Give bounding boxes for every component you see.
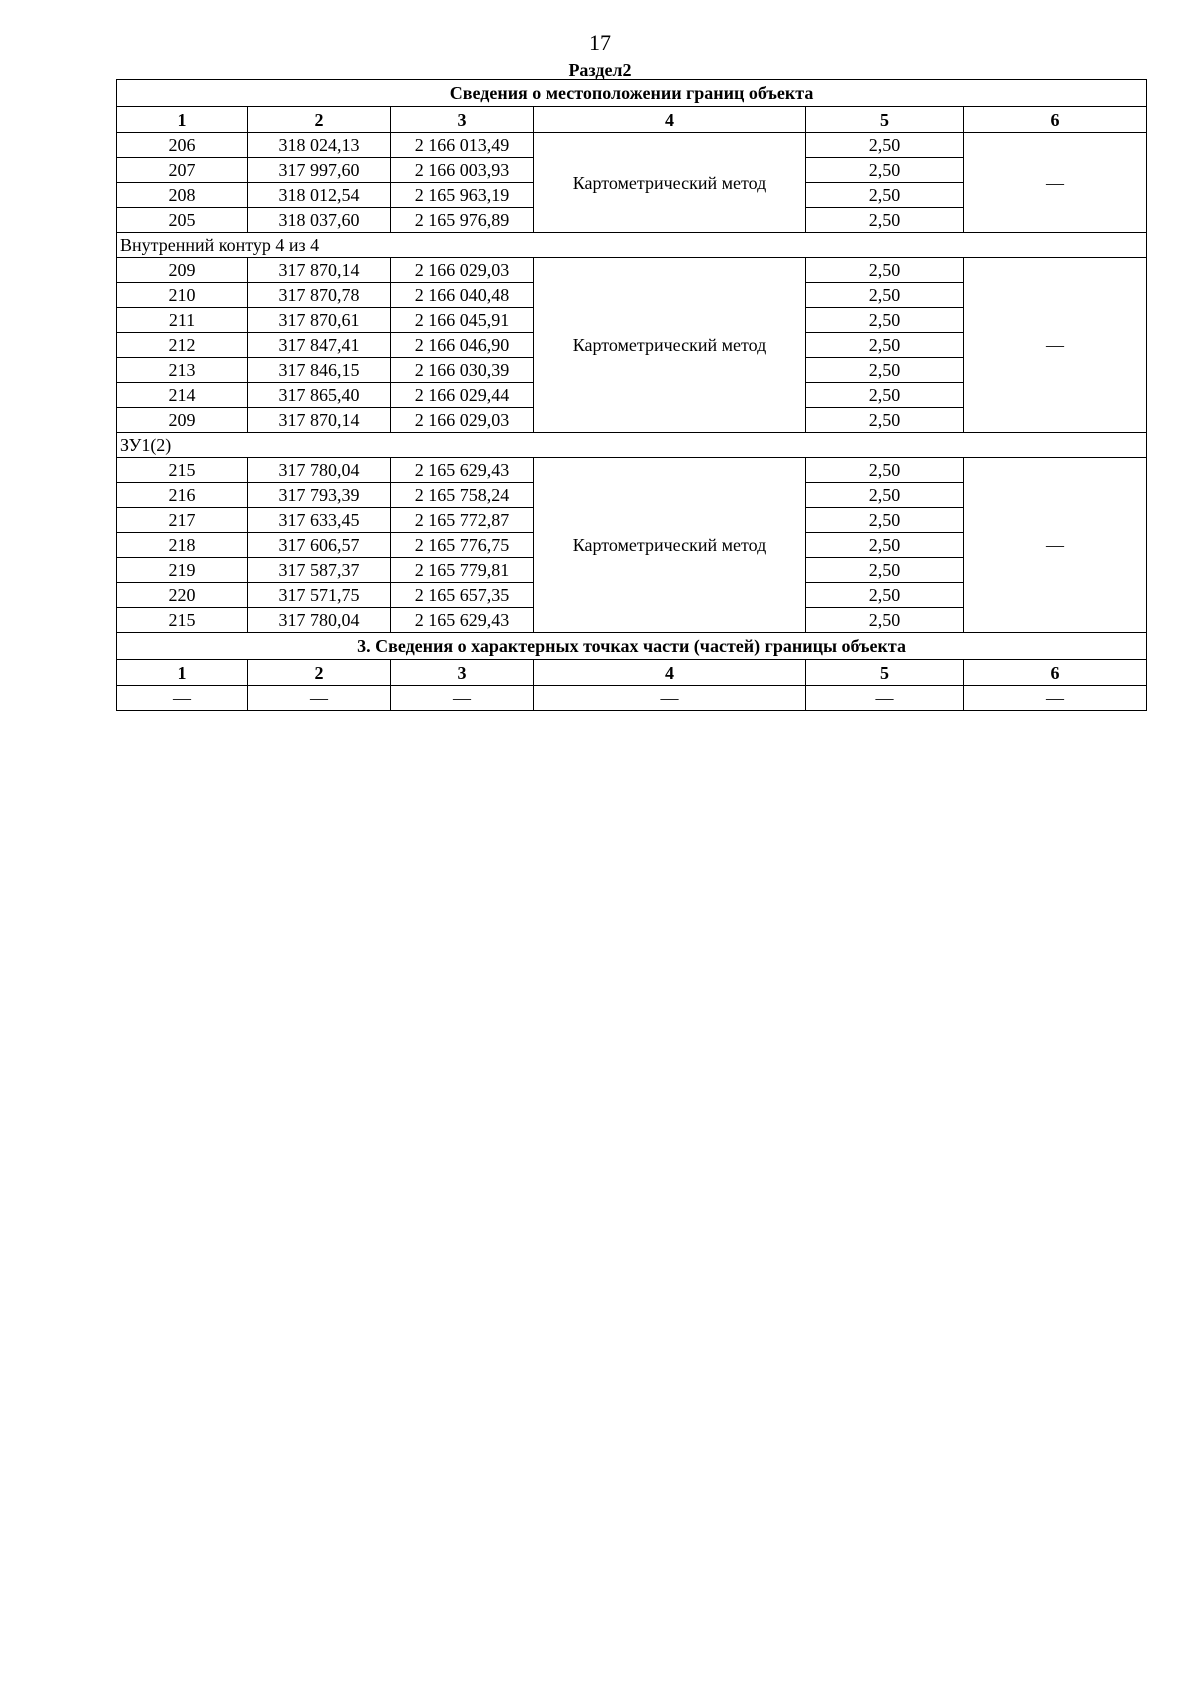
section3-title-row bbox=[117, 633, 1147, 660]
column-number-row bbox=[117, 107, 1147, 133]
point-number: 217 bbox=[117, 508, 248, 533]
column-number: 5 bbox=[806, 107, 964, 133]
point-row bbox=[117, 458, 1147, 483]
table-title: Сведения о местоположении границ объекта bbox=[117, 80, 1147, 107]
accuracy-value: 2,50 bbox=[806, 208, 964, 233]
section3-cell: — bbox=[964, 686, 1147, 711]
point-number: 215 bbox=[117, 608, 248, 633]
section3-title: 3. Сведения о характерных точках части (частей) границы объекта bbox=[117, 633, 1147, 660]
accuracy-value: 2,50 bbox=[806, 333, 964, 358]
section-label: Раздел2 bbox=[568, 60, 632, 80]
coord-x: 317 606,57 bbox=[248, 533, 391, 558]
coord-y: 2 166 040,48 bbox=[391, 283, 534, 308]
coord-x: 317 587,37 bbox=[248, 558, 391, 583]
section3-cell: — bbox=[534, 686, 806, 711]
column-number: 2 bbox=[248, 660, 391, 686]
accuracy-value: 2,50 bbox=[806, 133, 964, 158]
coord-y: 2 165 976,89 bbox=[391, 208, 534, 233]
point-row bbox=[117, 133, 1147, 158]
column-6-value: — bbox=[964, 258, 1147, 433]
column-number: 5 bbox=[806, 660, 964, 686]
coord-x: 317 793,39 bbox=[248, 483, 391, 508]
coord-x: 317 870,14 bbox=[248, 408, 391, 433]
page-number: 17 bbox=[589, 30, 611, 55]
point-number: 209 bbox=[117, 258, 248, 283]
column-number: 3 bbox=[391, 660, 534, 686]
section3-row bbox=[117, 686, 1147, 711]
coord-x: 317 870,61 bbox=[248, 308, 391, 333]
accuracy-value: 2,50 bbox=[806, 283, 964, 308]
boundary-table bbox=[116, 79, 1147, 711]
coord-y: 2 165 657,35 bbox=[391, 583, 534, 608]
point-row bbox=[117, 258, 1147, 283]
contour-label-row bbox=[117, 433, 1147, 458]
accuracy-value: 2,50 bbox=[806, 358, 964, 383]
point-number: 215 bbox=[117, 458, 248, 483]
coord-x: 317 780,04 bbox=[248, 608, 391, 633]
accuracy-value: 2,50 bbox=[806, 458, 964, 483]
point-number: 206 bbox=[117, 133, 248, 158]
column-number: 4 bbox=[534, 660, 806, 686]
contour-label: ЗУ1(2) bbox=[117, 433, 1147, 458]
coord-y: 2 165 629,43 bbox=[391, 458, 534, 483]
section3-column-number-row bbox=[117, 660, 1147, 686]
section3-cell: — bbox=[391, 686, 534, 711]
point-number: 220 bbox=[117, 583, 248, 608]
contour-label: Внутренний контур 4 из 4 bbox=[117, 233, 1147, 258]
accuracy-value: 2,50 bbox=[806, 183, 964, 208]
coord-x: 317 865,40 bbox=[248, 383, 391, 408]
accuracy-value: 2,50 bbox=[806, 258, 964, 283]
accuracy-value: 2,50 bbox=[806, 408, 964, 433]
column-number: 1 bbox=[117, 660, 248, 686]
coord-y: 2 166 013,49 bbox=[391, 133, 534, 158]
column-number: 2 bbox=[248, 107, 391, 133]
column-number: 6 bbox=[964, 660, 1147, 686]
point-number: 211 bbox=[117, 308, 248, 333]
accuracy-value: 2,50 bbox=[806, 383, 964, 408]
method-cell: Картометрический метод bbox=[534, 133, 806, 233]
coord-y: 2 166 029,44 bbox=[391, 383, 534, 408]
coord-y: 2 166 030,39 bbox=[391, 358, 534, 383]
coord-x: 317 870,78 bbox=[248, 283, 391, 308]
point-number: 213 bbox=[117, 358, 248, 383]
coord-x: 317 780,04 bbox=[248, 458, 391, 483]
accuracy-value: 2,50 bbox=[806, 558, 964, 583]
point-number: 218 bbox=[117, 533, 248, 558]
coord-y: 2 165 629,43 bbox=[391, 608, 534, 633]
point-number: 212 bbox=[117, 333, 248, 358]
column-6-value: — bbox=[964, 133, 1147, 233]
coord-x: 318 012,54 bbox=[248, 183, 391, 208]
coord-y: 2 166 045,91 bbox=[391, 308, 534, 333]
coord-y: 2 166 029,03 bbox=[391, 408, 534, 433]
coord-y: 2 165 758,24 bbox=[391, 483, 534, 508]
point-number: 209 bbox=[117, 408, 248, 433]
section3-cell: — bbox=[806, 686, 964, 711]
coord-x: 317 571,75 bbox=[248, 583, 391, 608]
coord-x: 317 997,60 bbox=[248, 158, 391, 183]
coord-x: 318 037,60 bbox=[248, 208, 391, 233]
accuracy-value: 2,50 bbox=[806, 483, 964, 508]
accuracy-value: 2,50 bbox=[806, 158, 964, 183]
contour-label-row bbox=[117, 233, 1147, 258]
coord-y: 2 165 963,19 bbox=[391, 183, 534, 208]
coord-y: 2 165 772,87 bbox=[391, 508, 534, 533]
accuracy-value: 2,50 bbox=[806, 608, 964, 633]
accuracy-value: 2,50 bbox=[806, 508, 964, 533]
column-6-value: — bbox=[964, 458, 1147, 633]
coord-y: 2 166 003,93 bbox=[391, 158, 534, 183]
point-number: 214 bbox=[117, 383, 248, 408]
column-number: 6 bbox=[964, 107, 1147, 133]
section3-cell: — bbox=[117, 686, 248, 711]
column-number: 3 bbox=[391, 107, 534, 133]
column-number: 1 bbox=[117, 107, 248, 133]
accuracy-value: 2,50 bbox=[806, 533, 964, 558]
accuracy-value: 2,50 bbox=[806, 583, 964, 608]
coord-x: 317 847,41 bbox=[248, 333, 391, 358]
point-number: 216 bbox=[117, 483, 248, 508]
coord-x: 317 870,14 bbox=[248, 258, 391, 283]
coord-y: 2 166 046,90 bbox=[391, 333, 534, 358]
coord-y: 2 165 776,75 bbox=[391, 533, 534, 558]
coord-x: 317 846,15 bbox=[248, 358, 391, 383]
coord-x: 318 024,13 bbox=[248, 133, 391, 158]
table-title-row bbox=[117, 80, 1147, 107]
method-cell: Картометрический метод bbox=[534, 258, 806, 433]
point-number: 219 bbox=[117, 558, 248, 583]
coord-x: 317 633,45 bbox=[248, 508, 391, 533]
coord-y: 2 165 779,81 bbox=[391, 558, 534, 583]
point-number: 207 bbox=[117, 158, 248, 183]
coord-y: 2 166 029,03 bbox=[391, 258, 534, 283]
method-cell: Картометрический метод bbox=[534, 458, 806, 633]
column-number: 4 bbox=[534, 107, 806, 133]
point-number: 205 bbox=[117, 208, 248, 233]
boundary-table-body bbox=[117, 80, 1147, 711]
point-number: 208 bbox=[117, 183, 248, 208]
section3-cell: — bbox=[248, 686, 391, 711]
accuracy-value: 2,50 bbox=[806, 308, 964, 333]
point-number: 210 bbox=[117, 283, 248, 308]
